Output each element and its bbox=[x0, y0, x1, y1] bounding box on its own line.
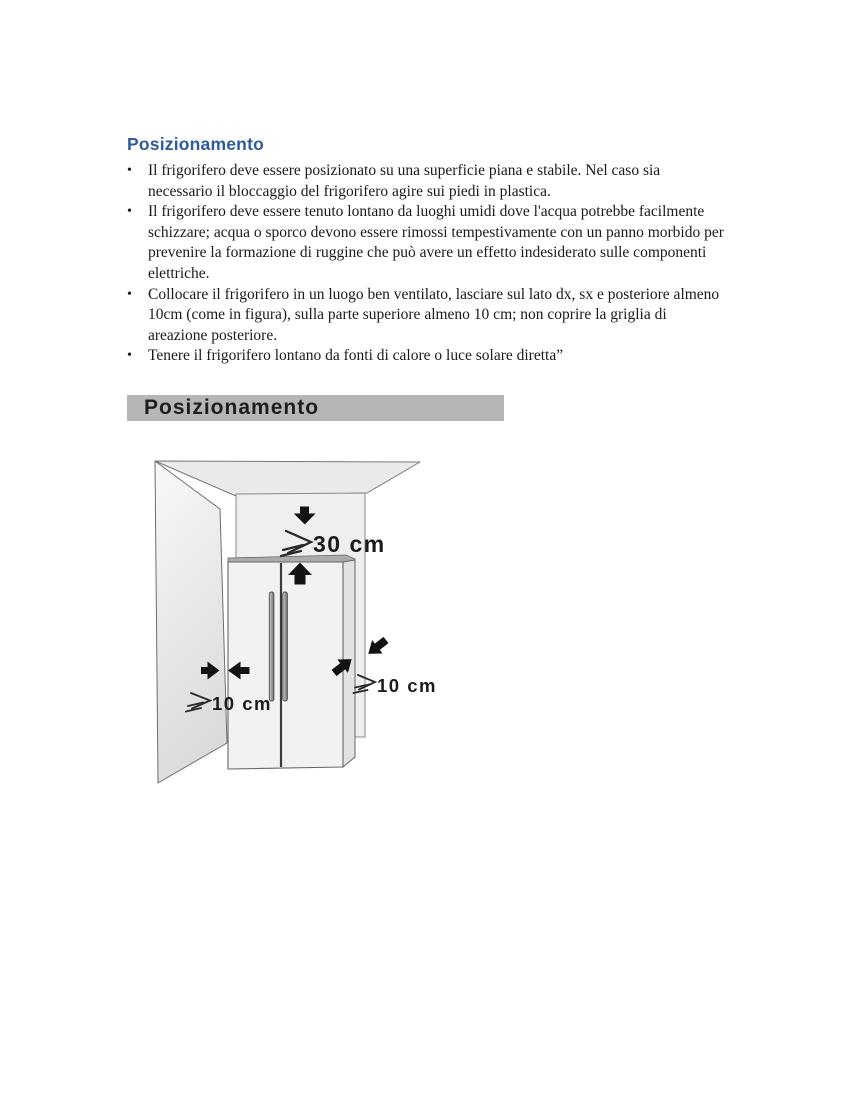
bullet-marker: • bbox=[127, 204, 132, 220]
list-item bbox=[127, 202, 727, 284]
bullet-marker: • bbox=[127, 163, 132, 178]
room-left-wall bbox=[155, 461, 227, 783]
placement-figure bbox=[145, 450, 445, 805]
bullet-text: Tenere il frigorifero lontano da fonti di calore o luce solare diretta” bbox=[148, 347, 564, 365]
section-banner-title: Posizionamento bbox=[144, 396, 320, 419]
page-title: Posizionamento bbox=[127, 134, 264, 154]
bullet-text: Collocare il frigorifero in un luogo ben ventilato, lasciare sul lato dx, sx e posteriore almeno 10cm (come in figura), sulla parte superiore almeno 10 cm; non coprire la griglia di areazione posteriore. bbox=[148, 285, 720, 344]
bullet-list bbox=[127, 161, 727, 367]
bullet-text: Il frigorifero deve essere posizionato su una superficie piana e stabile. Nel caso sia necessario il bloccaggio del frigorifero agire sui piedi in plastica. bbox=[148, 162, 661, 200]
right-clearance-label: 10 cm bbox=[377, 675, 437, 696]
list-item bbox=[127, 346, 727, 367]
bullet-marker: • bbox=[127, 348, 132, 364]
list-item bbox=[127, 285, 727, 347]
arrow-southwest-icon bbox=[363, 633, 391, 660]
list-item bbox=[127, 161, 727, 202]
bullet-marker: • bbox=[127, 286, 132, 302]
bullet-text: Il frigorifero deve essere tenuto lontano da luoghi umidi dove l'acqua potrebbe facilmente schizzare; acqua o sporco devono essere rimossi tempestivamente con un panno morbido per prevenire la formazione di ruggine che può avere un effetto indesiderato sulle componenti elettriche. bbox=[148, 203, 724, 282]
section-banner bbox=[127, 395, 504, 421]
fridge-handle-left bbox=[269, 592, 274, 701]
left-clearance-label: 10 cm bbox=[212, 693, 272, 714]
top-clearance-label: 30 cm bbox=[313, 531, 386, 557]
fridge-handle-right bbox=[283, 592, 288, 701]
